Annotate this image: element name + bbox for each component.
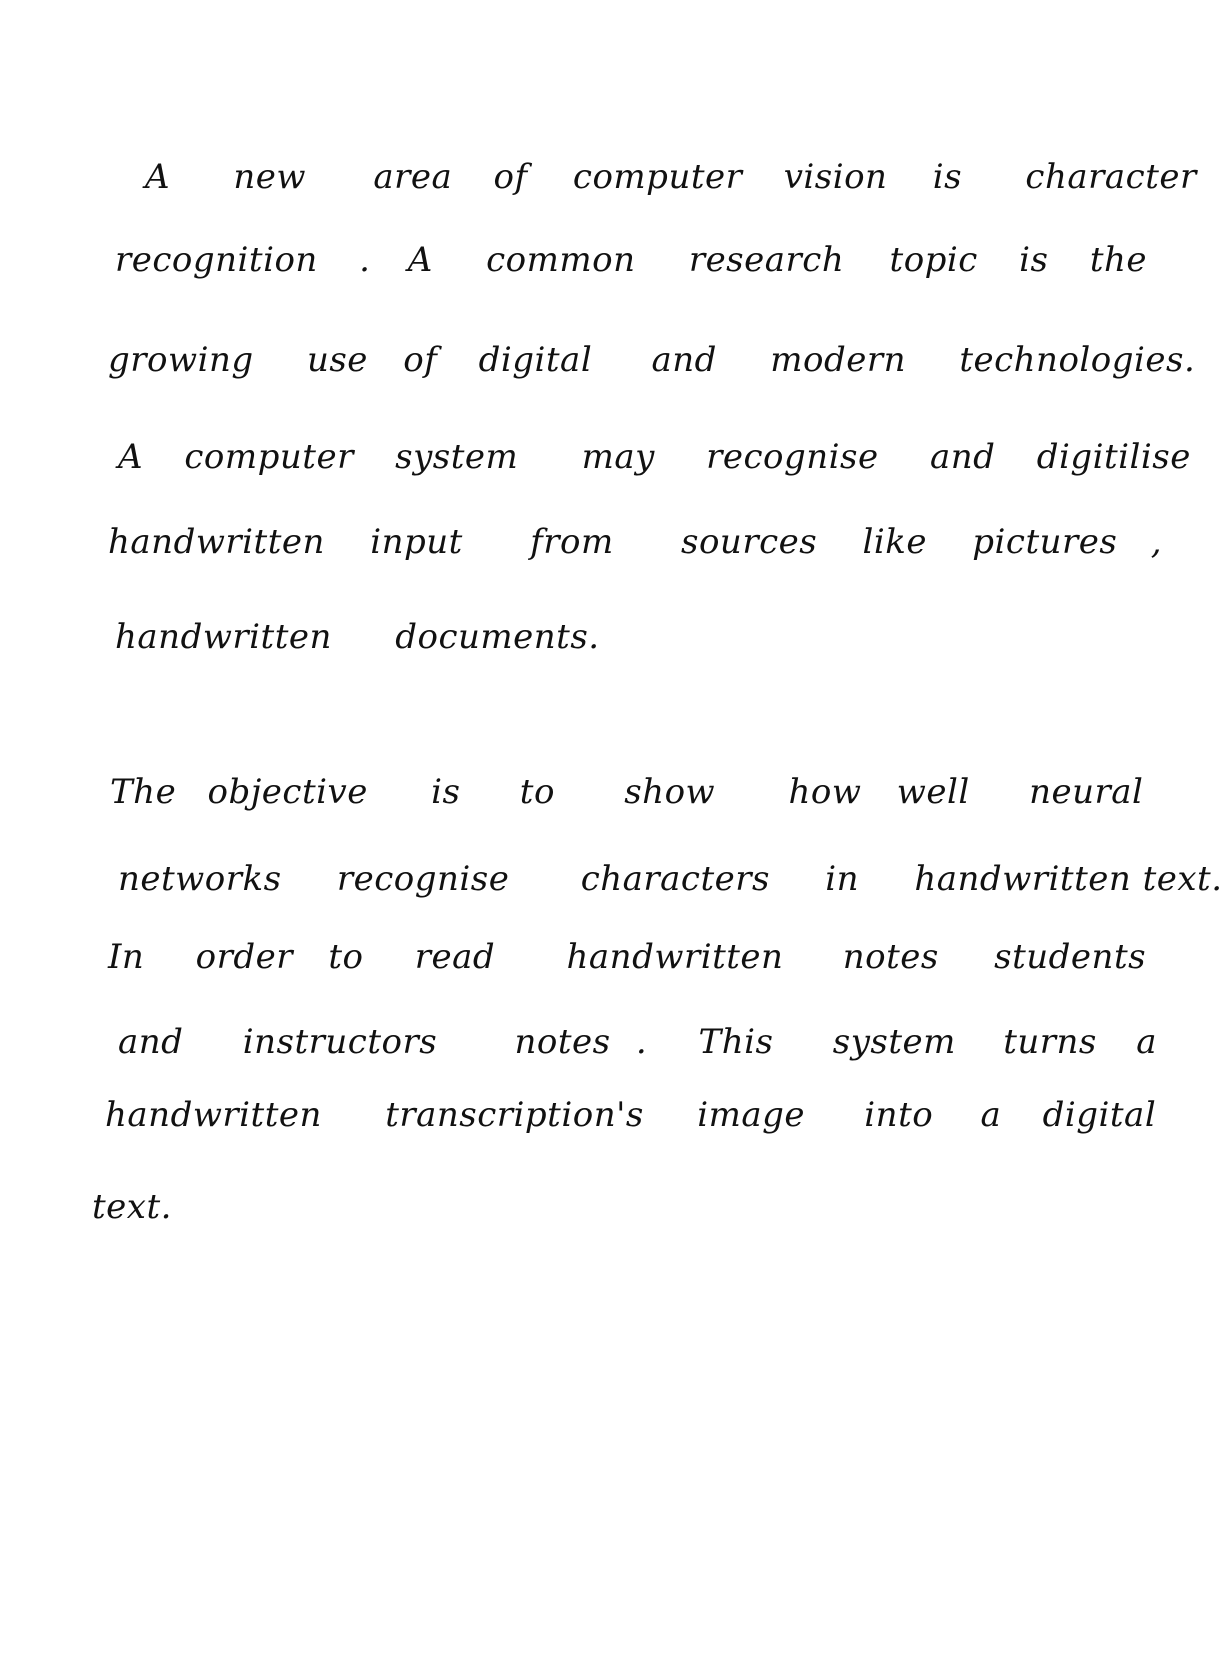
word: and [929, 437, 996, 477]
word: characters [580, 859, 770, 899]
word: The [110, 772, 177, 812]
word: order [195, 937, 294, 977]
word: sources [681, 522, 818, 562]
word: and [651, 340, 717, 380]
word: recognition [115, 240, 318, 280]
word: character [1025, 157, 1197, 197]
word: handwritten [108, 522, 325, 562]
word: handwritten text. [914, 859, 1223, 899]
word: of [493, 157, 528, 197]
word: computer [184, 437, 354, 477]
word: instructors [242, 1022, 438, 1062]
word: how [788, 772, 862, 812]
text-line [118, 859, 1223, 899]
word: is [431, 772, 461, 812]
word: . [359, 240, 371, 280]
word: in [825, 859, 860, 899]
word: neural [1029, 772, 1144, 812]
word: topic [889, 240, 978, 280]
word: In [108, 937, 145, 977]
word: notes [514, 1022, 611, 1062]
word: research [688, 240, 845, 280]
text-line [118, 1022, 1157, 1062]
word: a [980, 1095, 1002, 1135]
word: use [306, 340, 368, 380]
word: digital [1042, 1095, 1157, 1135]
word: growing [108, 340, 254, 380]
word: like [862, 522, 927, 562]
word: A [407, 240, 433, 280]
word: recognise [706, 437, 879, 477]
word: the [1089, 240, 1147, 280]
word: a [1136, 1022, 1157, 1062]
word: digital [478, 340, 593, 380]
word: text. [92, 1187, 172, 1227]
word: input [370, 522, 463, 562]
word: read [414, 937, 496, 977]
word: is [932, 157, 963, 197]
text-line [108, 937, 1147, 977]
word: common [486, 240, 636, 280]
word: area [373, 157, 453, 197]
word: computer [572, 157, 743, 197]
text-line [92, 1187, 172, 1227]
word: may [581, 437, 655, 477]
word: handwritten [115, 617, 332, 657]
word: well [896, 772, 970, 812]
word: This [698, 1022, 774, 1062]
word: system [395, 437, 519, 477]
word: pictures [972, 522, 1118, 562]
word: turns [1003, 1022, 1097, 1062]
word: and [118, 1022, 184, 1062]
text-line [115, 617, 600, 657]
word: show [624, 772, 716, 812]
text-line [105, 1095, 1157, 1135]
text-line [115, 240, 1147, 280]
word: transcription's [385, 1095, 644, 1135]
word: vision [783, 157, 888, 197]
text-line [118, 437, 1191, 477]
word: image [697, 1095, 805, 1135]
word: students [994, 937, 1147, 977]
word: from [530, 522, 614, 562]
text-line [145, 157, 1197, 197]
word: to [328, 937, 364, 977]
word: modern [770, 340, 907, 380]
word: objective [207, 772, 368, 812]
word: of [403, 340, 438, 380]
word: technologies. [959, 340, 1196, 380]
word: notes [842, 937, 939, 977]
word: documents. [395, 617, 600, 657]
word: to [519, 772, 555, 812]
word: networks [118, 859, 282, 899]
word: A [118, 437, 144, 477]
word: new [233, 157, 306, 197]
word: into [864, 1095, 934, 1135]
word: recognise [336, 859, 510, 899]
word: digitilise [1036, 437, 1191, 477]
word: . [635, 1022, 648, 1062]
word: handwritten [105, 1095, 322, 1135]
text-line [108, 340, 1196, 380]
word: A [145, 157, 171, 197]
word: system [832, 1022, 956, 1062]
word: , [1150, 522, 1162, 562]
text-line [108, 522, 1162, 562]
word: handwritten [566, 937, 784, 977]
text-line [110, 772, 1144, 812]
word: is [1019, 240, 1049, 280]
